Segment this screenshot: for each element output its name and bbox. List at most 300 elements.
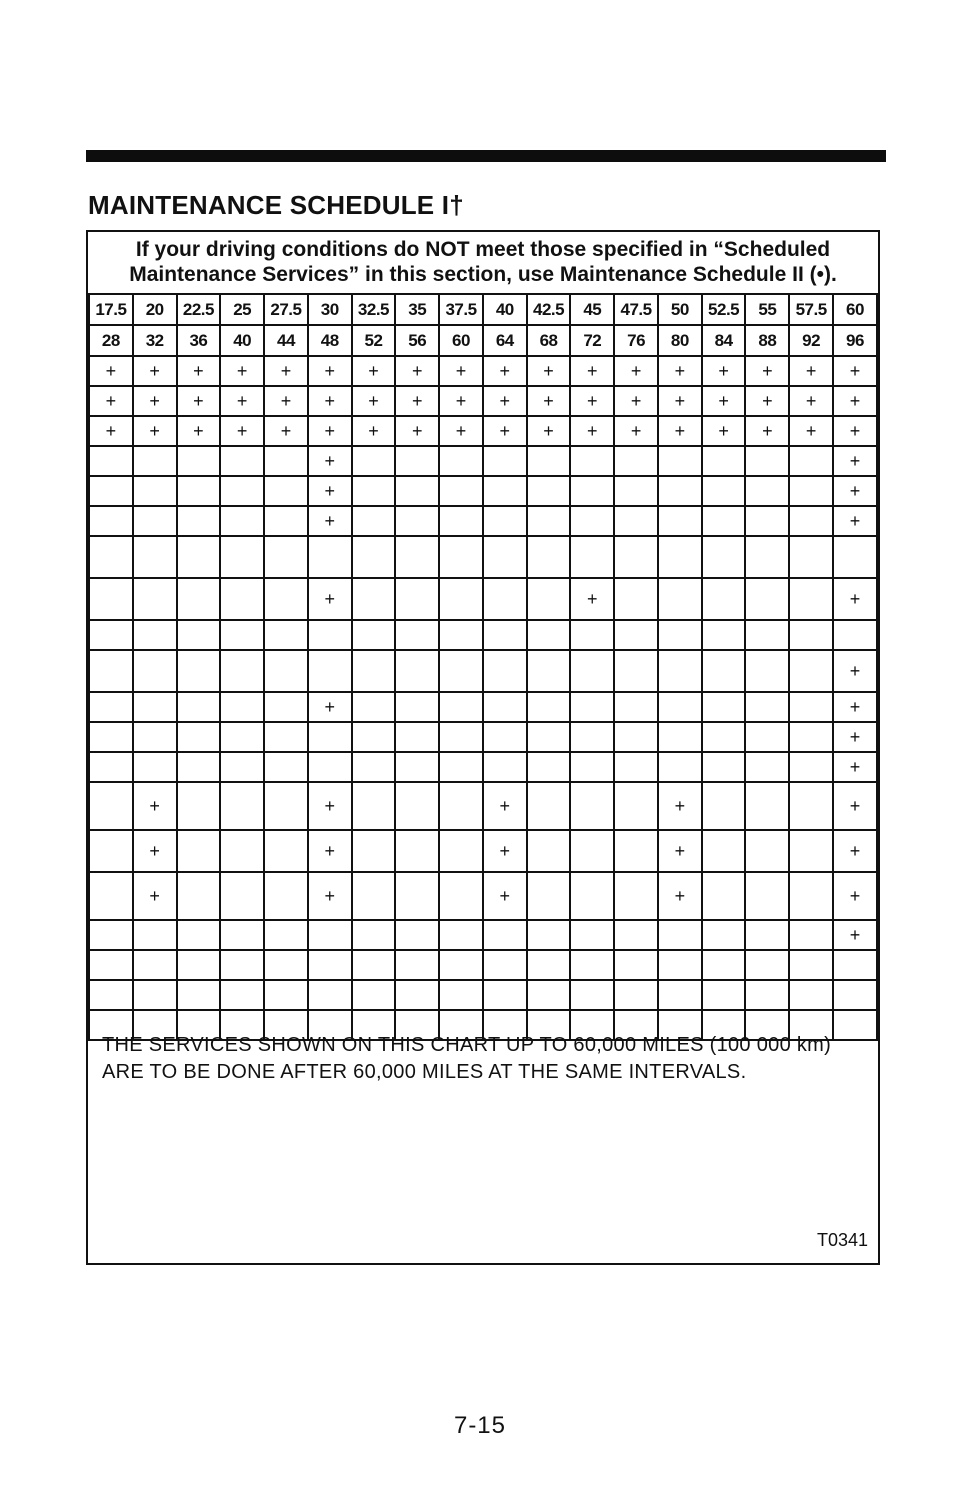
schedule-cell: +	[89, 416, 133, 446]
intro-box	[88, 232, 878, 295]
schedule-cell	[702, 506, 746, 536]
schedule-cell: +	[833, 356, 877, 386]
schedule-cell	[614, 872, 658, 920]
schedule-row	[89, 722, 877, 752]
miles-header-cell: 35	[395, 294, 439, 325]
km-header-cell: 76	[614, 325, 658, 356]
schedule-cell: +	[833, 446, 877, 476]
schedule-cell	[439, 950, 483, 980]
schedule-cell	[308, 650, 352, 692]
schedule-row	[89, 356, 877, 386]
schedule-cell	[89, 722, 133, 752]
schedule-cell	[527, 950, 571, 980]
schedule-cell	[570, 536, 614, 578]
schedule-cell: +	[177, 386, 221, 416]
schedule-cell	[483, 692, 527, 722]
schedule-cell	[177, 752, 221, 782]
schedule-cell: +	[264, 386, 308, 416]
schedule-cell: +	[570, 386, 614, 416]
km-header-cell: 68	[527, 325, 571, 356]
schedule-cell: +	[789, 386, 833, 416]
schedule-row	[89, 536, 877, 578]
schedule-cell	[745, 446, 789, 476]
schedule-cell	[570, 506, 614, 536]
schedule-cell	[220, 446, 264, 476]
schedule-row	[89, 830, 877, 872]
schedule-cell	[745, 980, 789, 1010]
schedule-cell: +	[833, 650, 877, 692]
schedule-cell: +	[833, 692, 877, 722]
schedule-cell	[745, 650, 789, 692]
schedule-cell: +	[395, 386, 439, 416]
schedule-cell	[789, 950, 833, 980]
schedule-cell	[614, 830, 658, 872]
schedule-cell	[352, 536, 396, 578]
schedule-cell: +	[308, 830, 352, 872]
schedule-cell	[133, 578, 177, 620]
schedule-cell: +	[745, 386, 789, 416]
schedule-cell	[702, 722, 746, 752]
schedule-cell	[439, 506, 483, 536]
schedule-cell: +	[264, 356, 308, 386]
schedule-cell	[745, 830, 789, 872]
schedule-cell	[789, 752, 833, 782]
schedule-cell	[658, 692, 702, 722]
schedule-cell	[89, 872, 133, 920]
miles-header-cell: 45	[570, 294, 614, 325]
schedule-cell: +	[702, 356, 746, 386]
schedule-cell: +	[483, 386, 527, 416]
schedule-cell	[177, 650, 221, 692]
schedule-cell	[133, 620, 177, 650]
schedule-cell: +	[614, 386, 658, 416]
schedule-cell	[745, 578, 789, 620]
schedule-row	[89, 692, 877, 722]
schedule-cell	[570, 722, 614, 752]
schedule-cell	[264, 446, 308, 476]
schedule-row	[89, 782, 877, 830]
schedule-cell	[352, 782, 396, 830]
schedule-cell	[702, 650, 746, 692]
schedule-cell	[789, 782, 833, 830]
schedule-cell	[308, 752, 352, 782]
schedule-cell	[527, 692, 571, 722]
schedule-cell	[439, 752, 483, 782]
schedule-cell	[658, 446, 702, 476]
footnote	[102, 1032, 831, 1086]
schedule-cell	[789, 830, 833, 872]
schedule-cell	[89, 920, 133, 950]
schedule-cell	[264, 752, 308, 782]
schedule-cell: +	[833, 416, 877, 446]
schedule-cell	[702, 830, 746, 872]
miles-header-cell: 25	[220, 294, 264, 325]
schedule-row	[89, 620, 877, 650]
schedule-row	[89, 980, 877, 1010]
schedule-cell	[395, 872, 439, 920]
schedule-cell: +	[264, 416, 308, 446]
schedule-cell	[177, 476, 221, 506]
km-header-cell: 64	[483, 325, 527, 356]
schedule-cell	[89, 536, 133, 578]
schedule-cell	[527, 830, 571, 872]
schedule-cell	[527, 872, 571, 920]
schedule-cell: +	[133, 416, 177, 446]
schedule-cell	[745, 752, 789, 782]
schedule-cell	[789, 620, 833, 650]
schedule-cell	[89, 620, 133, 650]
schedule-cell	[570, 620, 614, 650]
schedule-cell	[264, 782, 308, 830]
schedule-cell	[658, 980, 702, 1010]
schedule-cell	[89, 950, 133, 980]
schedule-cell	[614, 950, 658, 980]
schedule-cell	[527, 506, 571, 536]
schedule-cell	[614, 650, 658, 692]
schedule-cell	[483, 446, 527, 476]
schedule-cell	[439, 920, 483, 950]
schedule-cell	[395, 920, 439, 950]
schedule-cell: +	[89, 356, 133, 386]
schedule-cell: +	[833, 872, 877, 920]
schedule-cell	[133, 446, 177, 476]
schedule-cell	[789, 650, 833, 692]
schedule-cell	[483, 536, 527, 578]
schedule-cell	[702, 446, 746, 476]
schedule-cell: +	[614, 416, 658, 446]
schedule-cell	[527, 980, 571, 1010]
schedule-cell	[745, 620, 789, 650]
schedule-cell	[220, 650, 264, 692]
schedule-cell	[264, 578, 308, 620]
schedule-cell	[745, 506, 789, 536]
schedule-cell	[352, 692, 396, 722]
schedule-cell	[527, 650, 571, 692]
schedule-cell	[439, 578, 483, 620]
schedule-cell	[789, 506, 833, 536]
miles-header-cell: 42.5	[527, 294, 571, 325]
schedule-cell	[702, 536, 746, 578]
schedule-cell: +	[395, 356, 439, 386]
schedule-cell	[789, 692, 833, 722]
schedule-cell	[133, 980, 177, 1010]
schedule-cell: +	[658, 356, 702, 386]
miles-header-cell: 55	[745, 294, 789, 325]
schedule-cell	[352, 980, 396, 1010]
schedule-cell	[264, 476, 308, 506]
schedule-cell	[614, 506, 658, 536]
schedule-cell	[220, 872, 264, 920]
schedule-cell	[439, 650, 483, 692]
schedule-cell	[789, 980, 833, 1010]
schedule-cell: +	[745, 356, 789, 386]
km-header-cell: 80	[658, 325, 702, 356]
miles-header-cell: 52.5	[702, 294, 746, 325]
schedule-cell	[352, 476, 396, 506]
schedule-cell	[177, 506, 221, 536]
schedule-row	[89, 872, 877, 920]
schedule-cell	[264, 536, 308, 578]
schedule-cell: +	[833, 506, 877, 536]
schedule-cell: +	[220, 416, 264, 446]
schedule-cell	[395, 782, 439, 830]
schedule-cell	[264, 506, 308, 536]
maintenance-chart	[86, 230, 880, 1265]
schedule-cell: +	[177, 416, 221, 446]
schedule-row	[89, 506, 877, 536]
schedule-cell	[527, 782, 571, 830]
schedule-cell: +	[789, 416, 833, 446]
schedule-cell: +	[527, 416, 571, 446]
schedule-cell	[439, 476, 483, 506]
schedule-cell	[133, 692, 177, 722]
schedule-row	[89, 650, 877, 692]
schedule-cell	[89, 476, 133, 506]
intro-line-1: If your driving conditions do NOT meet those specified in “Scheduled	[135, 238, 831, 261]
schedule-cell	[789, 872, 833, 920]
schedule-cell	[395, 980, 439, 1010]
schedule-cell	[177, 446, 221, 476]
schedule-cell	[614, 476, 658, 506]
km-header-cell: 88	[745, 325, 789, 356]
miles-header-row	[89, 294, 877, 325]
schedule-cell	[133, 536, 177, 578]
schedule-row	[89, 920, 877, 950]
km-header-cell: 84	[702, 325, 746, 356]
schedule-cell	[702, 920, 746, 950]
schedule-cell	[483, 476, 527, 506]
schedule-cell	[89, 752, 133, 782]
schedule-cell	[264, 650, 308, 692]
schedule-row	[89, 752, 877, 782]
schedule-cell	[177, 620, 221, 650]
schedule-cell: +	[220, 356, 264, 386]
schedule-cell: +	[833, 920, 877, 950]
schedule-cell: +	[133, 872, 177, 920]
schedule-cell	[702, 476, 746, 506]
schedule-row	[89, 386, 877, 416]
schedule-cell	[352, 830, 396, 872]
schedule-cell	[177, 578, 221, 620]
schedule-cell	[789, 578, 833, 620]
schedule-cell: +	[658, 872, 702, 920]
schedule-grid	[88, 293, 878, 1041]
schedule-cell	[220, 920, 264, 950]
km-header-cell: 92	[789, 325, 833, 356]
schedule-cell	[702, 980, 746, 1010]
schedule-cell	[789, 476, 833, 506]
schedule-cell	[833, 536, 877, 578]
schedule-cell	[702, 950, 746, 980]
schedule-cell	[352, 620, 396, 650]
schedule-cell	[614, 722, 658, 752]
schedule-cell	[133, 950, 177, 980]
schedule-cell	[177, 830, 221, 872]
schedule-cell	[352, 752, 396, 782]
miles-header-cell: 40	[483, 294, 527, 325]
schedule-cell	[614, 920, 658, 950]
schedule-cell: +	[439, 416, 483, 446]
schedule-cell	[220, 692, 264, 722]
schedule-cell	[220, 578, 264, 620]
schedule-cell	[133, 752, 177, 782]
schedule-cell	[658, 620, 702, 650]
schedule-cell: +	[308, 476, 352, 506]
schedule-cell	[658, 578, 702, 620]
miles-header-cell: 57.5	[789, 294, 833, 325]
schedule-cell	[220, 950, 264, 980]
page-title: MAINTENANCE SCHEDULE I†	[88, 190, 464, 220]
schedule-row	[89, 476, 877, 506]
schedule-cell	[177, 980, 221, 1010]
schedule-cell	[89, 692, 133, 722]
km-header-cell: 72	[570, 325, 614, 356]
schedule-cell	[89, 830, 133, 872]
schedule-cell	[395, 752, 439, 782]
schedule-cell: +	[308, 692, 352, 722]
km-header-cell: 60	[439, 325, 483, 356]
schedule-cell	[89, 446, 133, 476]
schedule-cell	[177, 872, 221, 920]
schedule-cell: +	[308, 872, 352, 920]
schedule-cell	[570, 950, 614, 980]
schedule-cell	[308, 722, 352, 752]
schedule-cell	[352, 446, 396, 476]
schedule-cell	[177, 722, 221, 752]
miles-header-cell: 60	[833, 294, 877, 325]
schedule-cell	[308, 950, 352, 980]
miles-header-cell: 27.5	[264, 294, 308, 325]
schedule-cell	[658, 920, 702, 950]
schedule-cell	[833, 950, 877, 980]
schedule-cell	[352, 578, 396, 620]
schedule-cell	[264, 722, 308, 752]
schedule-cell: +	[483, 782, 527, 830]
schedule-cell	[352, 722, 396, 752]
schedule-cell	[133, 920, 177, 950]
schedule-cell	[702, 782, 746, 830]
schedule-row	[89, 416, 877, 446]
schedule-cell	[89, 506, 133, 536]
schedule-cell	[789, 446, 833, 476]
schedule-cell: +	[833, 752, 877, 782]
schedule-cell	[570, 872, 614, 920]
schedule-cell	[395, 830, 439, 872]
schedule-cell	[308, 620, 352, 650]
schedule-cell	[264, 830, 308, 872]
schedule-cell	[745, 722, 789, 752]
schedule-cell	[220, 752, 264, 782]
schedule-cell	[483, 920, 527, 950]
schedule-cell	[395, 620, 439, 650]
schedule-cell	[89, 650, 133, 692]
schedule-cell	[483, 980, 527, 1010]
schedule-cell: +	[833, 830, 877, 872]
schedule-cell	[439, 830, 483, 872]
schedule-cell	[745, 872, 789, 920]
km-header-cell: 52	[352, 325, 396, 356]
schedule-cell: +	[395, 416, 439, 446]
schedule-cell: +	[308, 386, 352, 416]
schedule-cell	[570, 752, 614, 782]
schedule-cell	[658, 752, 702, 782]
km-header-cell: 56	[395, 325, 439, 356]
km-header-cell: 96	[833, 325, 877, 356]
schedule-cell	[658, 950, 702, 980]
schedule-cell: +	[833, 476, 877, 506]
schedule-cell	[833, 1010, 877, 1040]
schedule-cell	[833, 980, 877, 1010]
schedule-cell: +	[352, 386, 396, 416]
schedule-cell	[702, 872, 746, 920]
miles-header-cell: 20	[133, 294, 177, 325]
schedule-cell	[745, 536, 789, 578]
schedule-cell: +	[702, 386, 746, 416]
schedule-cell	[264, 692, 308, 722]
schedule-cell	[527, 620, 571, 650]
schedule-cell	[614, 578, 658, 620]
schedule-cell	[570, 650, 614, 692]
schedule-cell	[614, 446, 658, 476]
schedule-cell	[220, 722, 264, 752]
schedule-cell: +	[658, 416, 702, 446]
schedule-cell: +	[570, 356, 614, 386]
schedule-cell	[395, 692, 439, 722]
schedule-cell	[352, 650, 396, 692]
miles-header-cell: 22.5	[177, 294, 221, 325]
schedule-cell	[702, 692, 746, 722]
schedule-cell	[352, 920, 396, 950]
schedule-cell: +	[308, 578, 352, 620]
schedule-cell	[614, 536, 658, 578]
schedule-cell	[308, 980, 352, 1010]
schedule-cell	[527, 578, 571, 620]
schedule-cell: +	[308, 446, 352, 476]
schedule-cell	[395, 722, 439, 752]
schedule-cell: +	[308, 782, 352, 830]
km-header-cell: 48	[308, 325, 352, 356]
schedule-cell	[570, 980, 614, 1010]
schedule-cell	[483, 506, 527, 536]
schedule-cell	[177, 950, 221, 980]
schedule-cell: +	[220, 386, 264, 416]
schedule-cell	[352, 506, 396, 536]
schedule-cell	[789, 536, 833, 578]
schedule-cell	[658, 650, 702, 692]
miles-header-cell: 17.5	[89, 294, 133, 325]
schedule-cell	[614, 980, 658, 1010]
schedule-cell	[570, 692, 614, 722]
schedule-cell: +	[439, 356, 483, 386]
schedule-cell	[745, 476, 789, 506]
schedule-cell	[702, 620, 746, 650]
miles-header-cell: 30	[308, 294, 352, 325]
schedule-cell	[658, 506, 702, 536]
figure-code: T0341	[816, 1230, 868, 1250]
schedule-cell: +	[658, 782, 702, 830]
schedule-cell	[702, 752, 746, 782]
schedule-cell: +	[614, 356, 658, 386]
schedule-cell	[658, 536, 702, 578]
schedule-cell	[745, 782, 789, 830]
footnote-line-1: THE SERVICES SHOWN ON THIS CHART UP TO 60,000 MILES (100 000 km)	[102, 1034, 832, 1056]
schedule-cell: +	[177, 356, 221, 386]
schedule-cell: +	[352, 416, 396, 446]
schedule-cell	[483, 578, 527, 620]
schedule-cell: +	[483, 356, 527, 386]
schedule-cell	[395, 476, 439, 506]
schedule-cell	[133, 650, 177, 692]
